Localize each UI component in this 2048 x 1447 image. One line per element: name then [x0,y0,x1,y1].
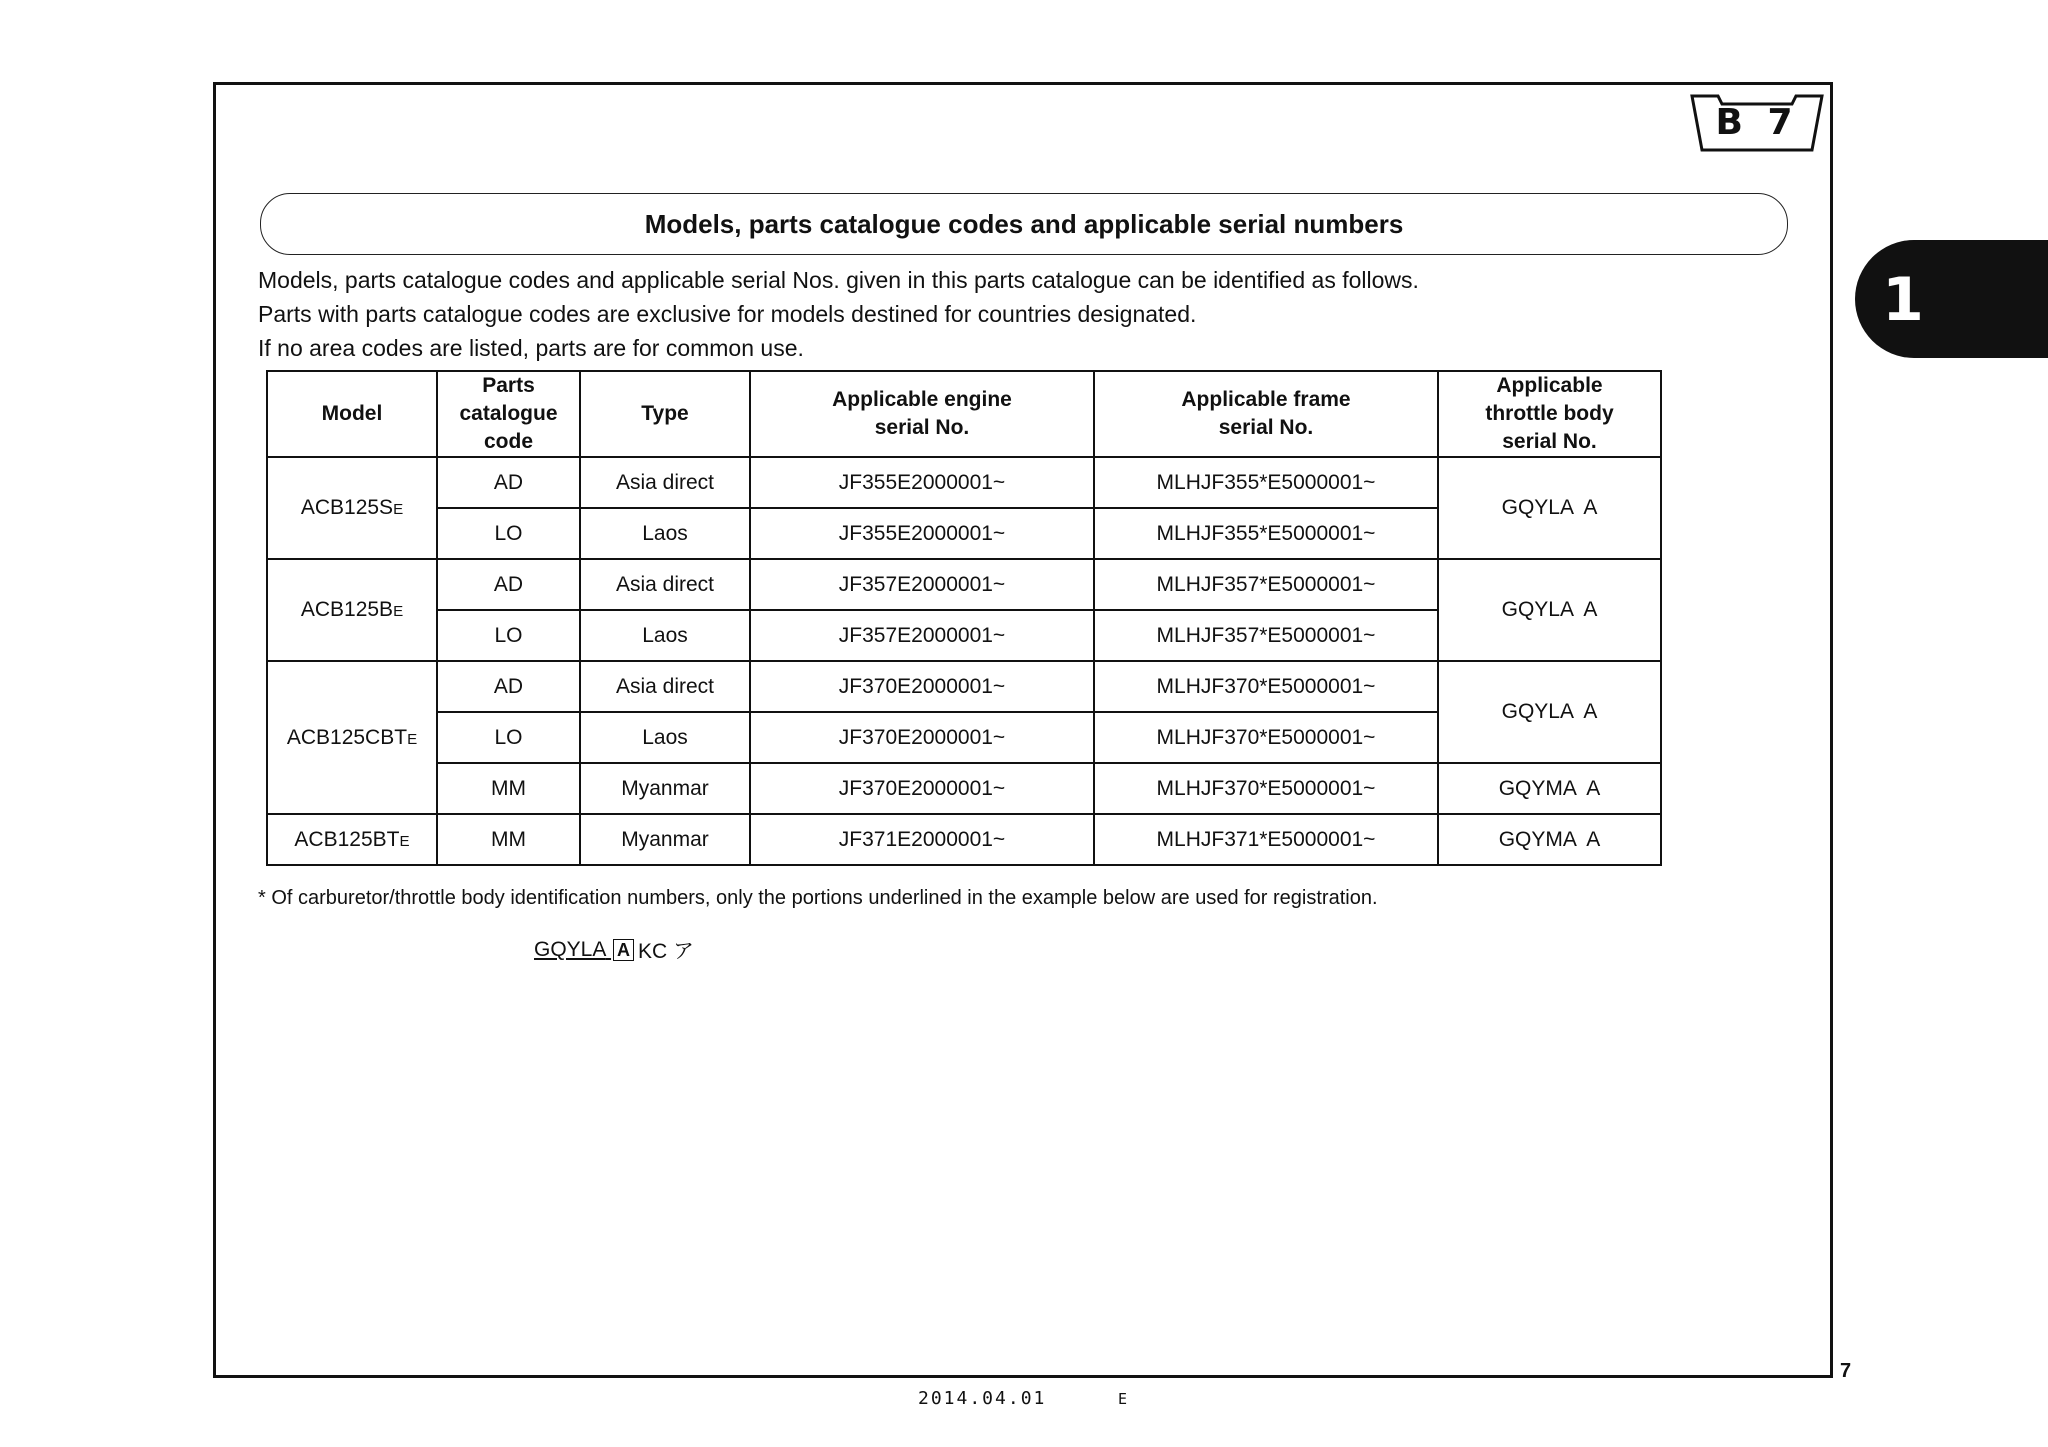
throttle-serial-cell: GQYLA A [1438,559,1661,661]
frame-serial-cell: MLHJF371*E5000001~ [1094,814,1438,865]
example-boxed-letter: A [613,939,634,961]
throttle-serial-cell: GQYMA A [1438,763,1661,814]
code-cell: LO [437,610,580,661]
intro-line: Models, parts catalogue codes and applicable serial Nos. given in this parts catalogue can be identified as follows. [258,267,1419,293]
table-row [267,559,1661,610]
table-row [267,814,1661,865]
intro-line: If no area codes are listed, parts are for common use. [258,335,804,361]
example-underlined-portion [534,938,638,962]
model-name: ACB125CBT [286,725,408,749]
frame-serial-cell: MLHJF370*E5000001~ [1094,712,1438,763]
table-row [267,457,1661,508]
section-badge: B 7 [1715,101,1799,143]
type-cell: Asia direct [580,661,750,712]
engine-serial-cell: JF355E2000001~ [750,508,1094,559]
model-suffix: E [407,730,418,748]
table-header-row [267,371,1661,457]
frame-serial-cell: MLHJF355*E5000001~ [1094,457,1438,508]
model-name: ACB125BT [294,827,400,851]
model-cell [267,457,437,559]
chapter-tab-number: 1 [1882,265,1924,335]
header-catalogue-code [437,371,580,457]
frame-serial-cell: MLHJF370*E5000001~ [1094,661,1438,712]
type-cell: Myanmar [580,814,750,865]
type-cell: Myanmar [580,763,750,814]
code-cell: AD [437,457,580,508]
code-cell: AD [437,559,580,610]
type-cell: Laos [580,712,750,763]
type-cell: Laos [580,508,750,559]
frame-serial-cell: MLHJF370*E5000001~ [1094,763,1438,814]
model-suffix: E [393,603,404,620]
engine-serial-cell: JF357E2000001~ [750,610,1094,661]
type-cell: Laos [580,610,750,661]
identification-example [534,935,694,965]
page-number: 7 [1840,1360,1852,1382]
serial-numbers-table [266,370,1662,866]
engine-serial-cell: JF370E2000001~ [750,661,1094,712]
footnote: * Of carburetor/throttle body identification numbers, only the portions underlined in the example below are used for registration. [258,887,1378,909]
engine-serial-cell: JF357E2000001~ [750,559,1094,610]
code-cell: MM [437,763,580,814]
intro-line: Parts with parts catalogue codes are exclusive for models destined for countries designated. [258,301,1197,327]
table-row [267,763,1661,814]
frame-serial-cell: MLHJF357*E5000001~ [1094,610,1438,661]
throttle-serial-cell: GQYMA A [1438,814,1661,865]
model-name: ACB125B [300,598,394,621]
model-suffix: E [399,832,410,850]
example-underlined-text: GQYLA [534,938,606,961]
header-engine-serial-text: Applicable engine serial No. [832,388,1012,439]
code-cell: LO [437,508,580,559]
model-cell [267,559,437,661]
header-type: Type [580,371,750,457]
model-suffix: E [393,501,404,518]
footer-date: 2014.04.01 [918,1388,1047,1409]
example-rest: KC ア [638,940,695,963]
throttle-serial-cell: GQYLA A [1438,661,1661,763]
engine-serial-cell: JF371E2000001~ [750,814,1094,865]
engine-serial-cell: JF370E2000001~ [750,763,1094,814]
intro-text [258,263,1419,365]
header-throttle-serial-text: Applicable throttle body serial No. [1485,374,1614,453]
engine-serial-cell: JF355E2000001~ [750,457,1094,508]
header-catalogue-code-text: Parts catalogue code [459,374,558,453]
frame-serial-cell: MLHJF355*E5000001~ [1094,508,1438,559]
code-cell: AD [437,661,580,712]
section-title-text: Models, parts catalogue codes and applicable serial numbers [644,208,1404,239]
model-cell [267,814,437,865]
header-throttle-serial [1438,371,1661,457]
frame-serial-cell: MLHJF357*E5000001~ [1094,559,1438,610]
engine-serial-cell: JF370E2000001~ [750,712,1094,763]
code-cell: LO [437,712,580,763]
model-cell [267,661,437,814]
header-engine-serial [750,371,1094,457]
section-title [260,193,1788,255]
model-name: ACB125S [300,496,394,519]
throttle-serial-cell: GQYLA A [1438,457,1661,559]
header-model: Model [267,371,437,457]
table-row [267,661,1661,712]
header-frame-serial [1094,371,1438,457]
type-cell: Asia direct [580,559,750,610]
header-frame-serial-text: Applicable frame serial No. [1181,388,1351,439]
code-cell: MM [437,814,580,865]
footer-code: E [1118,1390,1128,1408]
type-cell: Asia direct [580,457,750,508]
